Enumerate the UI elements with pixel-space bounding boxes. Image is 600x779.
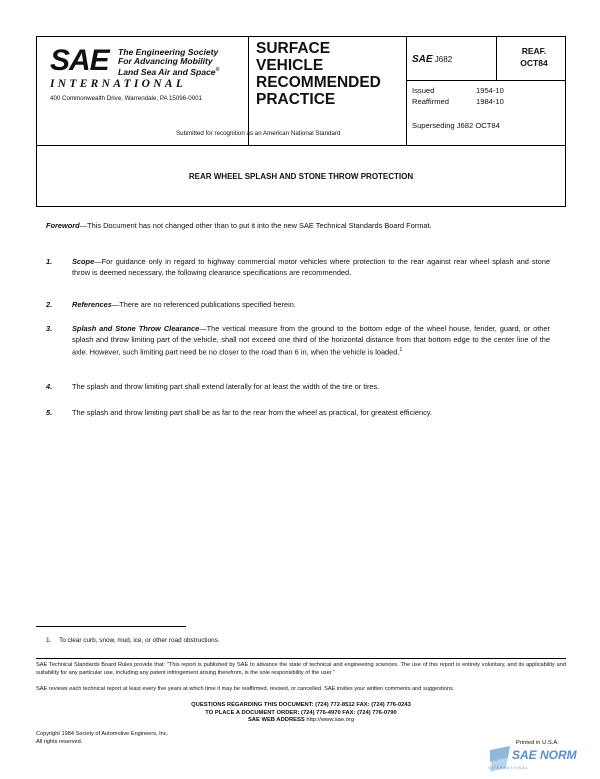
header-divider [406, 36, 407, 146]
reaffirmed-label: Reaffirmed [412, 96, 450, 106]
doc-type-line: VEHICLE [256, 57, 324, 74]
reaf-date: OCT84 [520, 58, 548, 68]
section-label: Scope [72, 257, 95, 266]
order-line: TO PLACE A DOCUMENT ORDER; (724) 776-4970 FAX: (724) 776-0790 [205, 709, 397, 716]
section-number: 1. [46, 257, 53, 266]
reaffirmed-date: 1984-10 [476, 96, 504, 106]
web-address: http://www.sae.org [306, 717, 355, 724]
issued-label: Issued [412, 86, 435, 95]
doc-type-line: SURFACE [256, 40, 331, 57]
section-1 [46, 257, 550, 289]
foreword [46, 221, 550, 232]
printed-note: Printed in U.S.A. [516, 740, 559, 746]
section-number: 5. [46, 408, 53, 417]
logo-tagline [118, 48, 219, 77]
reaf-label: REAF. [521, 46, 547, 56]
section-text: —For guidance only in regard to highway commercial motor vehicles where protection to the rear against rear wheel splash and stone throw is deemed necessary, the following clearance specifications are recommended. [72, 257, 550, 277]
section-number: 3. [46, 324, 53, 333]
tagline-line: For Advancing Mobility [118, 56, 213, 66]
section-text: The splash and throw limiting part shall be as far to the rear from the wheel as practical, for greatest efficiency. [72, 408, 432, 417]
document-type [256, 40, 381, 108]
sae-logo: SAE [50, 44, 109, 77]
stamp-text: SAE NORM [512, 748, 577, 762]
section-text: —The vertical measure from the ground to the bottom edge of the wheel house, fender, guard, or other splash and throw limiting part of the vehicle, shall not exceed one third of the horizontal distance from that bottom edge to the center line of the axle. However, such limiting part need be no closer to the road than 6 in, when the vehicle is loaded. [72, 324, 550, 357]
section-number: 4. [46, 382, 53, 391]
footnote-ref: 1 [399, 347, 403, 354]
questions-line: QUESTIONS REGARDING THIS DOCUMENT: (724) 772-8512 FAX: (724) 776-0243 [191, 702, 411, 708]
rights: All rights reserved. [36, 738, 83, 745]
contact-block [36, 702, 566, 725]
section-text: The splash and throw limiting part shall extend laterally for at least the width of the tire or tires. [72, 382, 380, 391]
footnote-number: 1. [46, 637, 52, 644]
section-5 [46, 408, 550, 420]
section-4 [46, 382, 550, 394]
footnote-rule [36, 626, 186, 627]
superseding: Superseding J682 OCT84 [412, 121, 500, 130]
section-number: 2. [46, 300, 53, 309]
tagline-line: Land Sea Air and Space [118, 66, 216, 77]
document-title: REAR WHEEL SPLASH AND STONE THROW PROTECTION [188, 172, 414, 181]
web-label: SAE WEB ADDRESS [247, 717, 305, 724]
stamp-subtext: INTERNATIONAL [488, 766, 529, 770]
foreword-label: Foreword [46, 221, 80, 230]
doc-number-value: J682 [434, 55, 453, 64]
address: 400 Commonwealth Drive, Warrendale, PA 15096-0001 [50, 95, 203, 102]
header-divider [406, 80, 566, 81]
submitted-note: Submitted for recognition as an American National Standard [176, 130, 341, 137]
copyright-block [36, 731, 168, 746]
international-wordmark: INTERNATIONAL [50, 78, 187, 90]
trademark: ® [215, 67, 220, 73]
foreword-text: —This Document has not changed other than to put it into the new SAE Technical Standards Board Format. [79, 221, 432, 230]
sae-mini-logo: SAE [412, 54, 433, 65]
section-label: Splash and Stone Throw Clearance [72, 324, 200, 333]
copyright: Copyright 1984 Society of Automotive Engineers, Inc. [36, 731, 169, 737]
doc-type-line: PRACTICE [256, 91, 336, 108]
issue-dates [412, 86, 504, 107]
footnote-text: To clear curb, snow, mud, ice, or other road obstructions. [59, 637, 220, 644]
reaf-block [506, 45, 562, 69]
issued-date: 1954-10 [476, 86, 504, 95]
header-divider [496, 36, 497, 80]
sae-norm-stamp [488, 744, 598, 774]
policy-text: SAE Technical Standards Board Rules provide that: "This report is published by SAE to advance the state of technical and engineering sciences. The use of this report is entirely voluntary, and its applicability and suitability for any particular use, including any patent infringement arising therefrom, is the sole responsibility of the user." [36, 662, 566, 676]
section-text: —There are no referenced publications specified herein. [111, 300, 296, 309]
section-2 [46, 300, 550, 312]
section-3 [46, 324, 550, 368]
doc-type-line: RECOMMENDED [256, 74, 381, 91]
footer-rule [36, 658, 566, 659]
section-label: References [72, 300, 112, 309]
document-number [412, 54, 452, 65]
tagline-line: The Engineering Society [118, 47, 219, 57]
footnote [46, 637, 220, 644]
review-text: SAE reviews each technical report at least every five years at which time it may be reaffirmed, revised, or cancelled. SAE invites your written comments and suggestions. [36, 686, 455, 692]
